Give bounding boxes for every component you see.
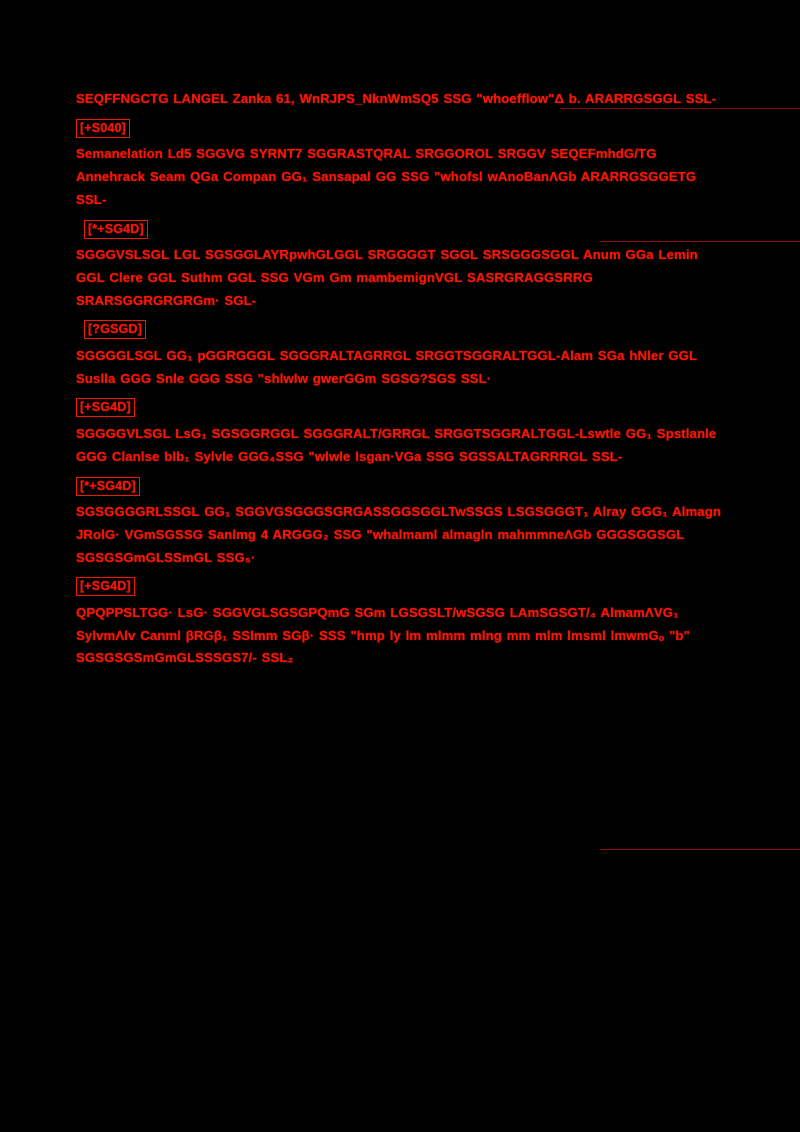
document-body — [76, 88, 728, 672]
paragraph-tag — [76, 117, 728, 140]
tag-label: [*+SG4D] — [76, 477, 140, 496]
paragraph: QPQPPSLTGG· LsG· SGGVGLSGSGPQmG SGm LGSGSLT/wSGSG LAmSGSGT/₄ AlmamΛVG₁ SylvmΛlv Canml βRGβ₁ SSlmm SGβ· SSS "hmp ly lm mlmm mlng mm mlm lmsml lmwmGₒ "b" SGSGSGSmGmGLSSSGS7/- SSL₂ — [76, 605, 690, 666]
paragraph: SGGGGVLSGL LsG₁ SGSGGRGGL SGGGRALT/GRRGL SRGGTSGGRALTGGL-Lswtle GG₁ Spstlanle GGG Clanlse blb₁ Sylvle GGG₄SSG "wlwle lsgan·VGa SSG SGSSALTAGRRRGL SSL- — [76, 426, 717, 464]
paragraph-tag — [76, 575, 728, 598]
paragraph-tag — [76, 218, 728, 241]
paragraph: SEQFFNGCTG LANGEL Zanka 61, WnRJPS_NknWmSQ5 SSG "whoefflow"Δ b. ARARRGSGGL SSL- — [76, 91, 717, 106]
paragraph: SGGGVSLSGL LGL SGSGGLAYRpwhGLGGL SRGGGGT SGGL SRSGGGSGGL Anum GGa Lemin GGL Clere GGL Suthm GGL SSG VGm Gm mambemignVGL SASRGRAGGSRRG SRARSGGRGRGRGm· SGL- — [76, 247, 698, 308]
paragraph: SGGGGLSGL GG₁ pGGRGGGL SGGGRALTAGRRGL SRGGTSGGRALTGGL-Alam SGa hNler GGL Suslla GGG Snle GGG SSG "shlwlw gwerGGm SGSG?SGS SSL· — [76, 348, 697, 386]
tag-label: [+S040] — [76, 119, 130, 138]
paragraph-tag — [76, 475, 728, 498]
paragraph: SGSGGGGRLSSGL GG₁ SGGVGSGGGSGRGASSGGSGGLTwSSGS LSGSGGGT₁ Alray GGG₁ Almagn JRolG· VGmSGSSG Sanlmg 4 ARGGG₂ SSG "whalmaml almagln mahmmneΛGb GGGSGGSGL SGSGSGmGLSSmGL SSG₅· — [76, 504, 722, 565]
tag-label: [*+SG4D] — [84, 220, 148, 239]
paragraph-tag — [76, 396, 728, 419]
tag-label: [+SG4D] — [76, 577, 135, 596]
tag-label: [+SG4D] — [76, 398, 135, 417]
paragraph-tag — [76, 318, 728, 341]
tag-label: [?GSGD] — [84, 320, 146, 339]
paragraph: Semanelation Ld5 SGGVG SYRNT7 SGGRASTQRAL SRGGOROL SRGGV SEQEFmhdG/TG Annehrack Seam QGa Compan GG₁ Sansapal GG SSG "whofsl wAnoBanΛGb ARARRGSGGETG SSL- — [76, 146, 697, 207]
margin-rule-bottom — [600, 849, 800, 850]
